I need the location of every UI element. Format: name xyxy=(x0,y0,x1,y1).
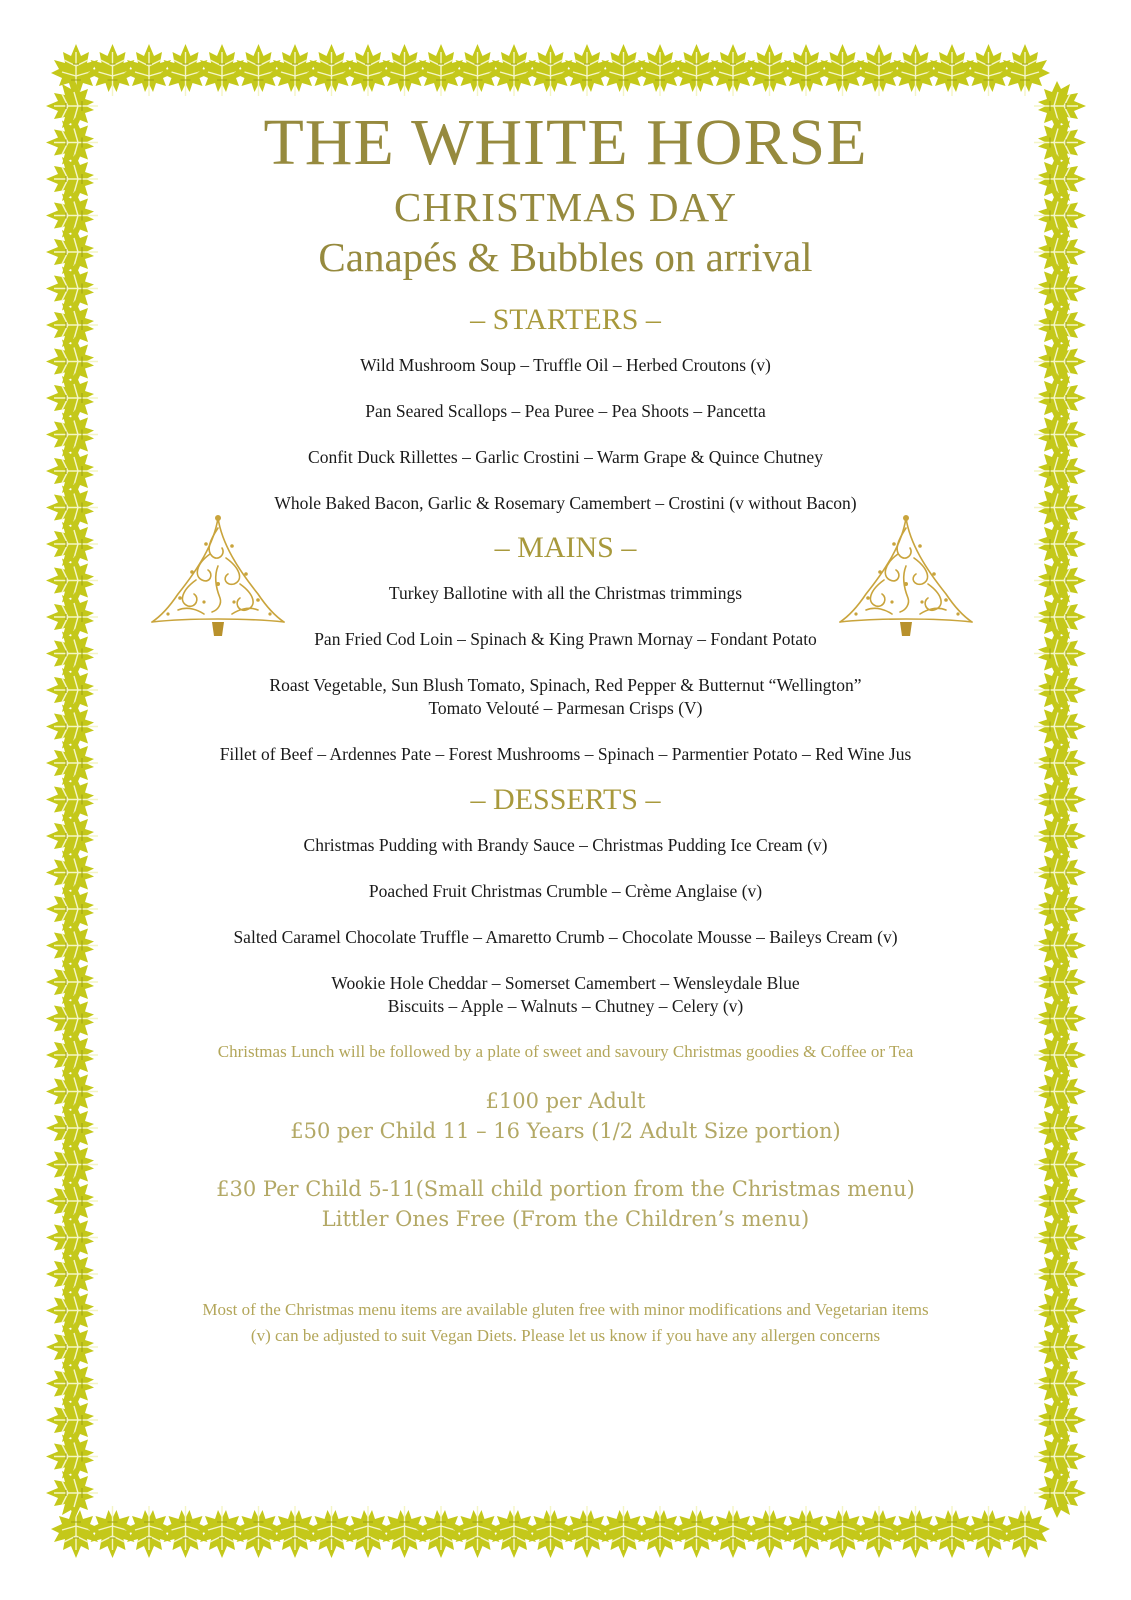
menu-item: Whole Baked Bacon, Garlic & Rosemary Camembert – Crostini (v without Bacon) xyxy=(274,493,857,513)
menu-item: Pan Fried Cod Loin – Spinach & King Prawn Mornay – Fondant Potato xyxy=(314,629,817,649)
starters-heading: – STARTERS – xyxy=(470,303,661,336)
price-child-5-11: £30 Per Child 5-11(Small child portion from the Christmas menu) xyxy=(216,1177,915,1201)
menu-item: Biscuits – Apple – Walnuts – Chutney – Celery (v) xyxy=(387,996,744,1016)
menu-item: Poached Fruit Christmas Crumble – Crème Anglaise (v) xyxy=(368,881,763,901)
desserts-heading: – DESSERTS – xyxy=(470,783,661,816)
event-subtitle: CHRISTMAS DAY xyxy=(394,184,737,230)
restaurant-title: THE WHITE HORSE xyxy=(263,106,868,179)
menu-item: Roast Vegetable, Sun Blush Tomato, Spinach, Red Pepper & Butternut “Wellington” xyxy=(269,675,862,695)
menu-item: Turkey Ballotine with all the Christmas trimmings xyxy=(388,583,743,603)
christmas-tree-icon xyxy=(148,514,288,639)
allergen-note-line2: (v) can be adjusted to suit Vegan Diets. Please let us know if you have any allergen concerns xyxy=(250,1326,881,1345)
price-adult: £100 per Adult xyxy=(485,1089,646,1113)
menu-item: Pan Seared Scallops – Pea Puree – Pea Shoots – Pancetta xyxy=(365,401,766,421)
menu-item: Salted Caramel Chocolate Truffle – Amaretto Crumb – Chocolate Mousse – Baileys Cream (v) xyxy=(233,927,898,947)
menu-item: Confit Duck Rillettes – Garlic Crostini – Warm Grape & Quince Chutney xyxy=(308,447,823,467)
allergen-note-line1: Most of the Christmas menu items are available gluten free with minor modifications and Vegetarian items xyxy=(202,1300,929,1319)
menu-item: Wookie Hole Cheddar – Somerset Camembert – Wensleydale Blue xyxy=(331,973,800,993)
menu-item: Tomato Velouté – Parmesan Crisps (V) xyxy=(428,698,703,718)
price-child-11-16: £50 per Child 11 – 16 Years (1/2 Adult Size portion) xyxy=(290,1119,841,1143)
arrival-tagline: Canapés & Bubbles on arrival xyxy=(318,234,813,280)
menu-item: Christmas Pudding with Brandy Sauce – Christmas Pudding Ice Cream (v) xyxy=(303,835,828,855)
menu-item: Wild Mushroom Soup – Truffle Oil – Herbed Croutons (v) xyxy=(360,355,771,375)
mains-heading: – MAINS – xyxy=(494,531,637,564)
followed-by-note: Christmas Lunch will be followed by a plate of sweet and savoury Christmas goodies & Coffee or Tea xyxy=(217,1042,914,1061)
christmas-tree-icon xyxy=(836,514,976,639)
price-littler-ones: Littler Ones Free (From the Children’s menu) xyxy=(321,1207,810,1231)
menu-item: Fillet of Beef – Ardennes Pate – Forest Mushrooms – Spinach – Parmentier Potato – Red Wine Jus xyxy=(219,744,912,764)
